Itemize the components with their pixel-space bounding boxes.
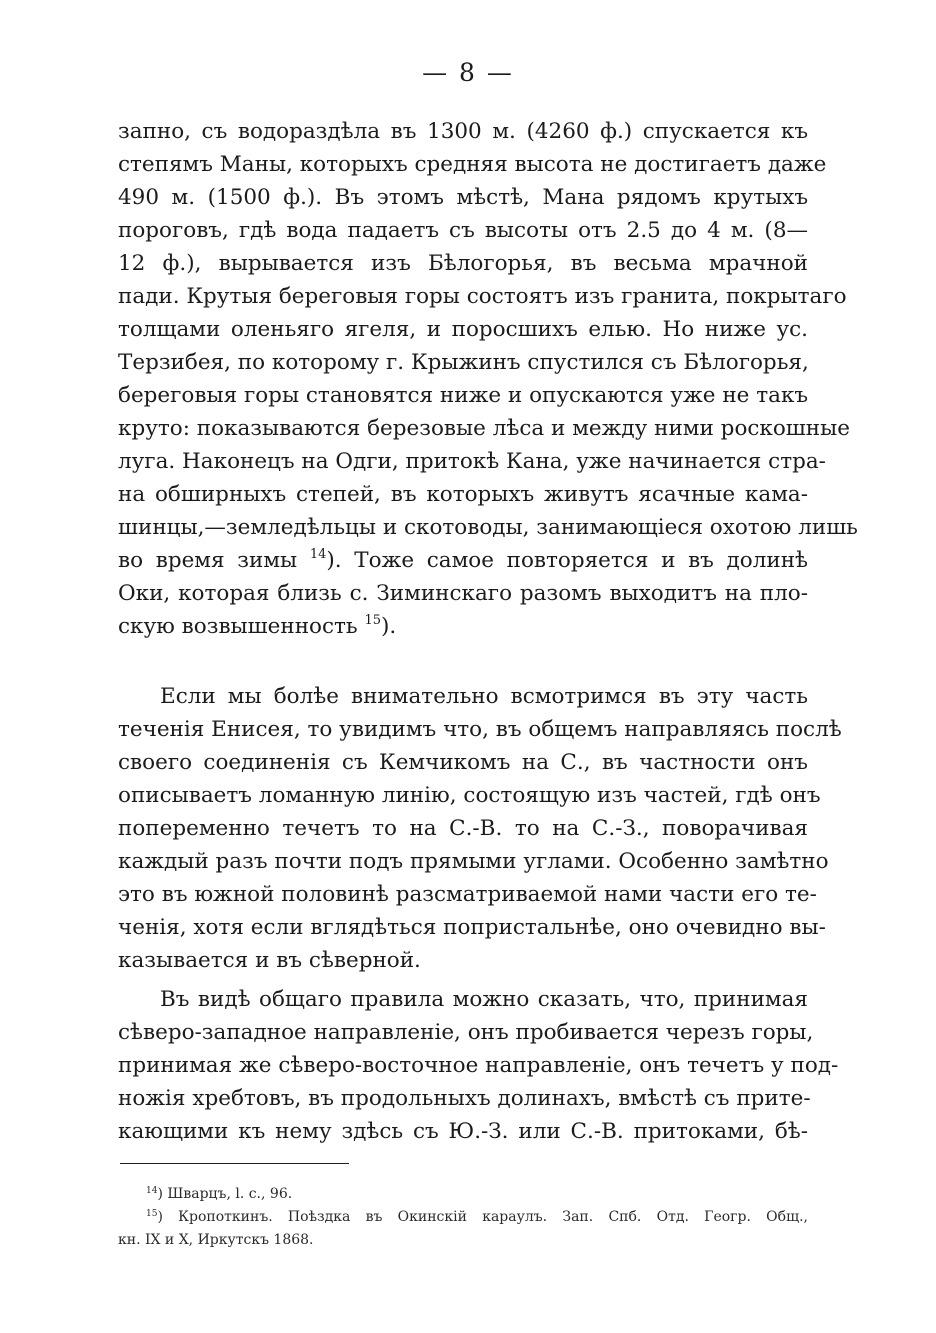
text-line: запно, съ водораздѣла въ 1300 м. (4260 ф.) спускается къ — [118, 119, 808, 144]
text-line: Если мы болѣе внимательно всмотримся въ эту часть — [160, 684, 808, 709]
footnote-15-continuation: кн. IX и X, Иркутскъ 1868. — [118, 1232, 314, 1248]
text-fragment: скую возвышенность — [118, 614, 365, 639]
text-line: своего соединенія съ Кемчикомъ на С., въ частности онъ — [118, 750, 808, 775]
text-line: кающими къ нему здѣсь съ Ю.-З. или С.-В. притоками, бѣ- — [118, 1119, 808, 1144]
text-line: луга. Наконецъ на Одги, притокѣ Кана, уже начинается стра- — [118, 449, 826, 474]
text-line: толщами оленьяго ягеля, и поросшихъ елью. Но ниже ус. — [118, 317, 808, 342]
text-line: теченія Енисея, то увидимъ что, въ общемъ направляясь послѣ — [118, 717, 842, 742]
text-line: круто: показываются березовые лѣса и между ними роскошные — [118, 416, 850, 441]
text-fragment: во время зимы — [118, 548, 310, 573]
paragraph-1 — [118, 115, 858, 643]
text-line: пади. Крутыя береговыя горы состоятъ изъ гранита, покрытаго — [118, 284, 847, 309]
footnote-text: ) Кропоткинъ. Поѣздка въ Окинскій караулъ. Зап. Спб. Отд. Геогр. Общ., — [157, 1209, 808, 1225]
footnote-14 — [118, 1183, 808, 1206]
text-line-with-footnote — [118, 544, 808, 577]
text-line: это въ южной половинѣ разсматриваемой нами части его те- — [118, 882, 817, 907]
text-line: ченія, хотя если вглядѣться попристальнѣе, оно очевидно вы- — [118, 915, 826, 940]
text-line: казывается и въ сѣверной. — [118, 948, 421, 973]
footnote-15 — [118, 1206, 808, 1229]
text-line: на обширныхъ степей, въ которыхъ живутъ ясачные кама- — [118, 482, 808, 507]
paragraph-2 — [118, 680, 842, 977]
text-line: шинцы,—земледѣльцы и скотоводы, занимающіеся охотою лишь — [118, 515, 858, 540]
footnote-reference-15[interactable]: 15 — [364, 613, 382, 628]
text-line: описываетъ ломанную линію, состоящую изъ частей, гдѣ онъ — [118, 783, 821, 808]
text-line-with-footnote — [118, 610, 808, 643]
text-line: 490 м. (1500 ф.). Въ этомъ мѣстѣ, Мана рядомъ крутыхъ — [118, 185, 808, 210]
footnote-reference-14[interactable]: 14 — [309, 547, 327, 562]
footnotes — [118, 1183, 808, 1252]
page-number: — 8 — — [422, 58, 514, 87]
text-fragment: ). Тоже самое повторяется и въ долинѣ — [326, 548, 808, 573]
text-line: береговыя горы становятся ниже и опускаются уже не такъ — [118, 383, 809, 408]
text-line: степямъ Маны, которыхъ средняя высота не достигаетъ даже — [118, 152, 827, 177]
text-line: попеременно течетъ то на С.-В. то на С.-З., поворачивая — [118, 816, 808, 841]
text-line: пороговъ, гдѣ вода падаетъ съ высоты отъ 2.5 до 4 м. (8— — [118, 218, 808, 243]
paragraph-3 — [118, 983, 839, 1148]
text-line: Терзибея, по которому г. Крыжинъ спустился съ Бѣлогорья, — [118, 350, 809, 375]
footnote-text: ) Шварцъ, l. c., 96. — [157, 1186, 293, 1202]
text-line: принимая же сѣверо-восточное направленіе, онъ течетъ у под- — [118, 1053, 839, 1078]
text-line: каждый разъ почти подъ прямыми углами. Особенно замѣтно — [118, 849, 829, 874]
text-line: 12 ф.), вырывается изъ Бѣлогорья, въ весьма мрачной — [118, 251, 808, 276]
footnote-divider — [120, 1163, 349, 1164]
text-line: сѣверо-западное направленіе, онъ пробивается черезъ горы, — [118, 1020, 814, 1045]
footnote-mark-14: 14 — [146, 1186, 158, 1196]
text-line: ножія хребтовъ, въ продольныхъ долинахъ, вмѣстѣ съ прите- — [118, 1086, 811, 1111]
text-fragment: ). — [381, 614, 397, 639]
text-line: Оки, которая близь с. Зиминскаго разомъ выходитъ на пло- — [118, 581, 808, 606]
footnote-mark-15: 15 — [146, 1209, 158, 1219]
text-line: Въ видѣ общаго правила можно сказать, что, принимая — [160, 987, 808, 1012]
